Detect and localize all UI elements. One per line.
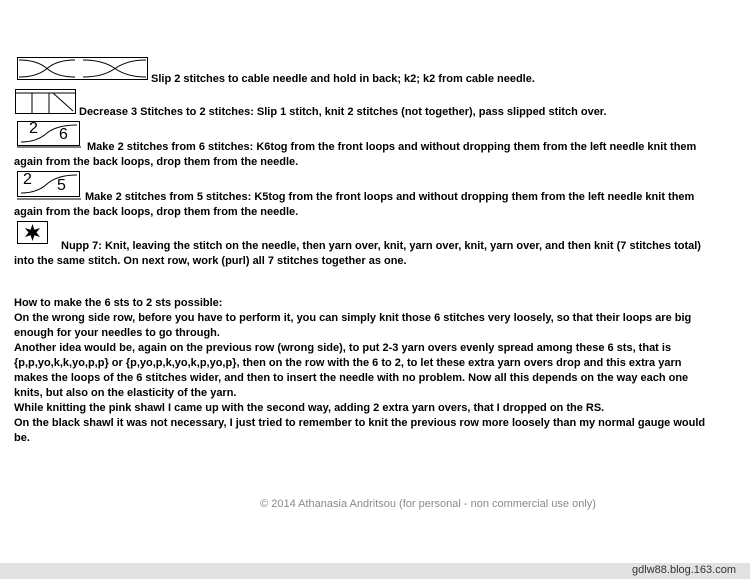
- notes-line: {p,p,yo,k,k,yo,p,p} or {p,yo,p,k,yo,k,p,yo,p}, then on the row with the 6 to 2, to let these extra yarn overs drop and this extra yarn: [14, 357, 682, 369]
- legend-text: again from the back loops, drop them from the needle.: [14, 206, 299, 218]
- notes-line: makes the loops of the 6 stitches wider, and then to insert the needle with no problem. Now all this depends on the way each one: [14, 372, 689, 384]
- notes-line: On the wrong side row, before you have to perform it, you can simply knit those 6 stitches very loosely, so that their loops are big: [14, 312, 692, 324]
- legend-text: Slip 2 stitches to cable needle and hold in back; k2; k2 from cable needle.: [151, 73, 535, 85]
- symbol-right-number: 5: [57, 177, 66, 194]
- legend-text: again from the back loops, drop them from the needle.: [14, 156, 299, 168]
- notes-line: be.: [14, 432, 30, 444]
- symbol-right-number: 6: [59, 126, 68, 143]
- notes-line: knits, but also on the elasticity of the yarn.: [14, 387, 237, 399]
- legend-text: Make 2 stitches from 6 stitches: K6tog from the front loops and without dropping them from the left needle knit them: [87, 141, 697, 153]
- notes-line: Another idea would be, again on the previous row (wrong side), to put 2-3 yarn overs evenly spread among these 6 sts, that is: [14, 342, 672, 354]
- decrease-3-to-2-symbol: [15, 89, 77, 115]
- footer-bar: [0, 563, 750, 579]
- six-to-two-symbol: [17, 121, 83, 149]
- copyright-notice: © 2014 Athanasia Andritsou (for personal - non commercial use only): [260, 498, 596, 510]
- symbol-left-number: 2: [29, 120, 38, 137]
- symbol-left-number: 2: [23, 171, 32, 188]
- watermark: gdlw88.blog.163.com: [632, 564, 736, 576]
- notes-line: On the black shawl it was not necessary, I just tried to remember to knit the previous row more loosely than my normal gauge would: [14, 417, 706, 429]
- five-to-two-symbol: [17, 171, 83, 201]
- legend-text: Nupp 7: Knit, leaving the stitch on the needle, then yarn over, knit, yarn over, knit, yarn over, and then knit (7 stitches total): [61, 240, 701, 252]
- notes-heading: How to make the 6 sts to 2 sts possible:: [14, 297, 223, 309]
- legend-text: Make 2 stitches from 5 stitches: K5tog from the front loops and without dropping them from the left needle knit them: [85, 191, 695, 203]
- legend-text: Decrease 3 Stitches to 2 stitches: Slip 1 stitch, knit 2 stitches (not together), pass slipped stitch over.: [79, 106, 607, 118]
- notes-line: enough for your needles to go through.: [14, 327, 220, 339]
- notes-line: While knitting the pink shawl I came up with the second way, adding 2 extra yarn overs, that I dropped on the RS.: [14, 402, 605, 414]
- star-icon: [17, 221, 49, 245]
- cable-symbol: [17, 57, 149, 81]
- legend-text: into the same stitch. On next row, work (purl) all 7 stitches together as one.: [14, 255, 407, 267]
